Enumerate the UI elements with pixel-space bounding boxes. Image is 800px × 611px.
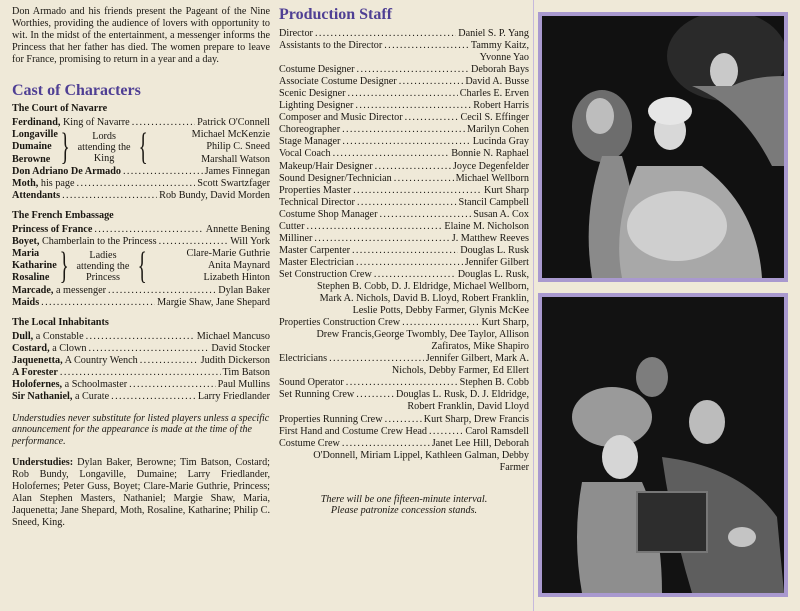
cast-row: Moth, his page . . . Scott Swartzfager <box>12 178 270 190</box>
staff-role: Choreographer <box>279 124 341 136</box>
staff-row-continuation: Nichols, Debby Farmer, Ed Ellert <box>391 365 529 377</box>
staff-name: Stephen B. Cobb <box>459 377 529 389</box>
section-court-of-navarre: The Court of Navarre <box>12 103 108 114</box>
staff-name: Kurt Sharp <box>484 184 529 196</box>
staff-heading: Production Staff <box>279 6 393 23</box>
staff-row-continuation: O'Donnell, Miriam Lippel, Kathleen Galman, Debby Farmer <box>313 449 529 473</box>
staff-role: Costume Shop Manager <box>279 208 378 220</box>
staff-role: Director <box>279 28 313 39</box>
staff-name: Carol Ramsdell <box>465 425 529 437</box>
staff-name: Marilyn Cohen <box>467 124 529 136</box>
staff-role: Technical Director <box>279 196 355 208</box>
cast-row: Boyet, Chamberlain to the Princess . . . Will York <box>12 236 270 248</box>
cast-row: Princess of France . . . Annette Bening <box>12 224 270 236</box>
staff-row <box>279 148 529 160</box>
staff-row <box>279 76 529 88</box>
staff-row <box>279 161 529 173</box>
staff-row-continuation: Drew Francis,George Twombly, Dee Taylor, Allison Zafiratos, Mike Shapiro <box>316 329 529 353</box>
staff-role: Vocal Coach <box>279 148 331 160</box>
cast-row: Don Adriano De Armado . . . James Finnegan <box>12 166 270 178</box>
staff-name: Jennifer Gilbert, Mark A. <box>425 353 529 365</box>
staff-row <box>279 64 529 76</box>
staff-row-continuation: Yvonne Yao <box>479 52 529 64</box>
staff-name: Tammy Kaitz, <box>470 40 529 52</box>
understudies-list: Understudies: Dylan Baker, Berowne; Tim Batson, Costard; Rob Bundy, Longaville, Dumaine; Larry Friedlander, Holofernes; Peter Guss, Boyet; Clare-Marie Guthrie, Princess; Alan Stephen Masters, Nathaniel; Margie Shaw, Maria, Jaquenetta; Jane Shepard, Moth, Rosaline, Katharine; Philip C. Sneed, King. <box>12 457 270 529</box>
understudy-notice: Understudies never substitute for listed players unless a specific announcement for the appearance is made at the time of the performance. <box>12 412 270 447</box>
staff-name: Kurt Sharp, <box>481 317 529 329</box>
staff-role: Properties Master <box>279 184 352 196</box>
staff-role: Cutter <box>279 220 305 232</box>
staff-row <box>279 317 529 329</box>
staff-name: Stancil Campbell <box>458 196 529 208</box>
section-french-embassage: The French Embassage <box>12 209 114 221</box>
cast-group-lords: Longaville Dumaine Berowne } Lords attending the King { Michael McKenzie Philip C. Sneed Marshall Watson <box>12 126 270 169</box>
staff-role: Stage Manager <box>279 136 341 148</box>
cast-row: A Forester . . . Tim Batson <box>12 367 270 379</box>
staff-role: Properties Running Crew <box>279 413 383 425</box>
staff-role: Set Running Crew <box>279 389 355 401</box>
staff-row <box>279 100 529 112</box>
staff-row <box>279 269 529 281</box>
staff-name: Douglas L. Rusk, <box>457 268 529 280</box>
production-photo-top <box>538 12 788 282</box>
cast-row: Jaquenetta, A Country Wench . . . Judith Dickerson <box>12 355 270 367</box>
staff-row <box>279 40 529 52</box>
staff-role: Properties Construction Crew <box>279 317 401 329</box>
cast-column <box>12 6 270 539</box>
staff-row <box>279 389 529 401</box>
staff-row <box>279 136 529 148</box>
cast-row: Costard, a Clown . . . David Stocker <box>12 343 270 355</box>
staff-row-continuation: Stephen B. Cobb, D. J. Eldridge, Michael Wellborn, Mark A. Nichols, David B. Lloyd, Robert Franklin, Leslie Potts, Debby Farmer, Glynis McKee <box>316 280 529 317</box>
cast-row: Ferdinand, King of Navarre . . . Patrick O'Connell <box>12 117 270 129</box>
staff-role: Costume Crew <box>279 437 340 449</box>
staff-role: Milliner <box>279 232 313 244</box>
staff-name: Susan A. Cox <box>473 208 529 220</box>
staff-name: David A. Busse <box>465 76 529 88</box>
staff-row <box>279 112 529 124</box>
staff-role: Makeup/Hair Designer <box>279 160 373 172</box>
production-staff-column <box>279 6 529 516</box>
staff-row <box>279 353 529 365</box>
staff-row <box>279 245 529 257</box>
staff-name: Kurt Sharp, Drew Francis <box>423 413 529 425</box>
staff-row <box>279 88 529 100</box>
staff-role: First Hand and Costume Crew Head <box>279 425 427 437</box>
staff-name: Cecil S. Effinger <box>460 112 529 124</box>
staff-role: Master Electrician <box>279 256 354 268</box>
staff-row <box>279 209 529 221</box>
synopsis-text: Don Armado and his friends present the Pageant of the Nine Worthies, providing the audience of lovers with opportunity to wit. In the midst of the entertainment, a messenger informs the Princess that her father has died. The women prepare to leave for France, promising to return in a year and a day. <box>12 6 270 65</box>
cast-heading: Cast of Characters <box>12 82 141 99</box>
staff-role: Lighting Designer <box>279 100 354 112</box>
staff-row <box>279 257 529 269</box>
staff-row <box>279 197 529 209</box>
staff-name: Charles E. Erven <box>459 88 529 100</box>
staff-name: Joyce Degenfelder <box>452 160 529 172</box>
staff-name: J. Matthew Reeves <box>451 232 529 244</box>
cast-row: Attendants . . . Rob Bundy, David Morden <box>12 190 270 202</box>
footer-note: There will be one fifteen-minute interval. Please patronize concession stands. <box>320 493 488 516</box>
staff-role: Associate Costume Designer <box>279 76 397 88</box>
staff-role: Scenic Designer <box>279 88 346 100</box>
cast-group-ladies: Maria Katharine Rosaline } Ladies attending the Princess { Clare-Marie Guthrie Anita Maynard Lizabeth Hinton <box>12 245 270 288</box>
staff-row <box>279 173 529 185</box>
staff-row <box>279 185 529 197</box>
staff-row <box>279 233 529 245</box>
staff-name: Daniel S. P. Yang <box>458 28 529 39</box>
staff-name: Janet Lee Hill, Deborah <box>431 437 529 449</box>
cast-row: Holofernes, a Schoolmaster . . . Paul Mullins <box>12 379 270 391</box>
staff-role: Master Carpenter <box>279 244 350 256</box>
staff-row <box>279 221 529 233</box>
cast-row: Dull, a Constable . . . Michael Mancuso <box>12 331 270 343</box>
staff-name: Douglas L. Rusk <box>460 244 529 256</box>
staff-row <box>279 426 529 438</box>
staff-row <box>279 414 529 426</box>
staff-row <box>279 377 529 389</box>
staff-name: Bonnie N. Raphael <box>451 148 529 160</box>
cast-row: Maids . . . Margie Shaw, Jane Shepard <box>12 297 270 309</box>
staff-name: Elaine M. Nicholson <box>444 220 529 232</box>
staff-row <box>279 28 529 40</box>
column-divider <box>533 0 534 611</box>
section-local-inhabitants: The Local Inhabitants <box>12 316 109 328</box>
staff-row <box>279 438 529 450</box>
staff-row <box>279 124 529 136</box>
staff-role: Sound Operator <box>279 377 344 389</box>
staff-role: Electricians <box>279 353 328 365</box>
staff-name: Jennifer Gilbert <box>464 256 529 268</box>
staff-role: Set Construction Crew <box>279 268 372 280</box>
cast-row: Marcade, a messenger . . . Dylan Baker <box>12 285 270 297</box>
staff-name: Douglas L. Rusk, D. J. Eldridge, <box>396 389 529 401</box>
staff-list <box>279 28 529 474</box>
staff-name: Robert Harris <box>473 100 529 112</box>
staff-row-continuation: Robert Franklin, David Lloyd <box>407 401 529 413</box>
staff-name: Lucinda Gray <box>472 136 529 148</box>
staff-role: Sound Designer/Technician <box>279 172 392 184</box>
staff-role: Composer and Music Director <box>279 112 403 124</box>
staff-name: Michael Wellborn <box>455 172 529 184</box>
production-photo-bottom <box>538 293 788 597</box>
staff-role: Costume Designer <box>279 64 355 76</box>
staff-name: Deborah Bays <box>471 64 529 76</box>
cast-row: Sir Nathaniel, a Curate . . . Larry Friedlander <box>12 391 270 403</box>
staff-role: Assistants to the Director <box>279 40 383 52</box>
